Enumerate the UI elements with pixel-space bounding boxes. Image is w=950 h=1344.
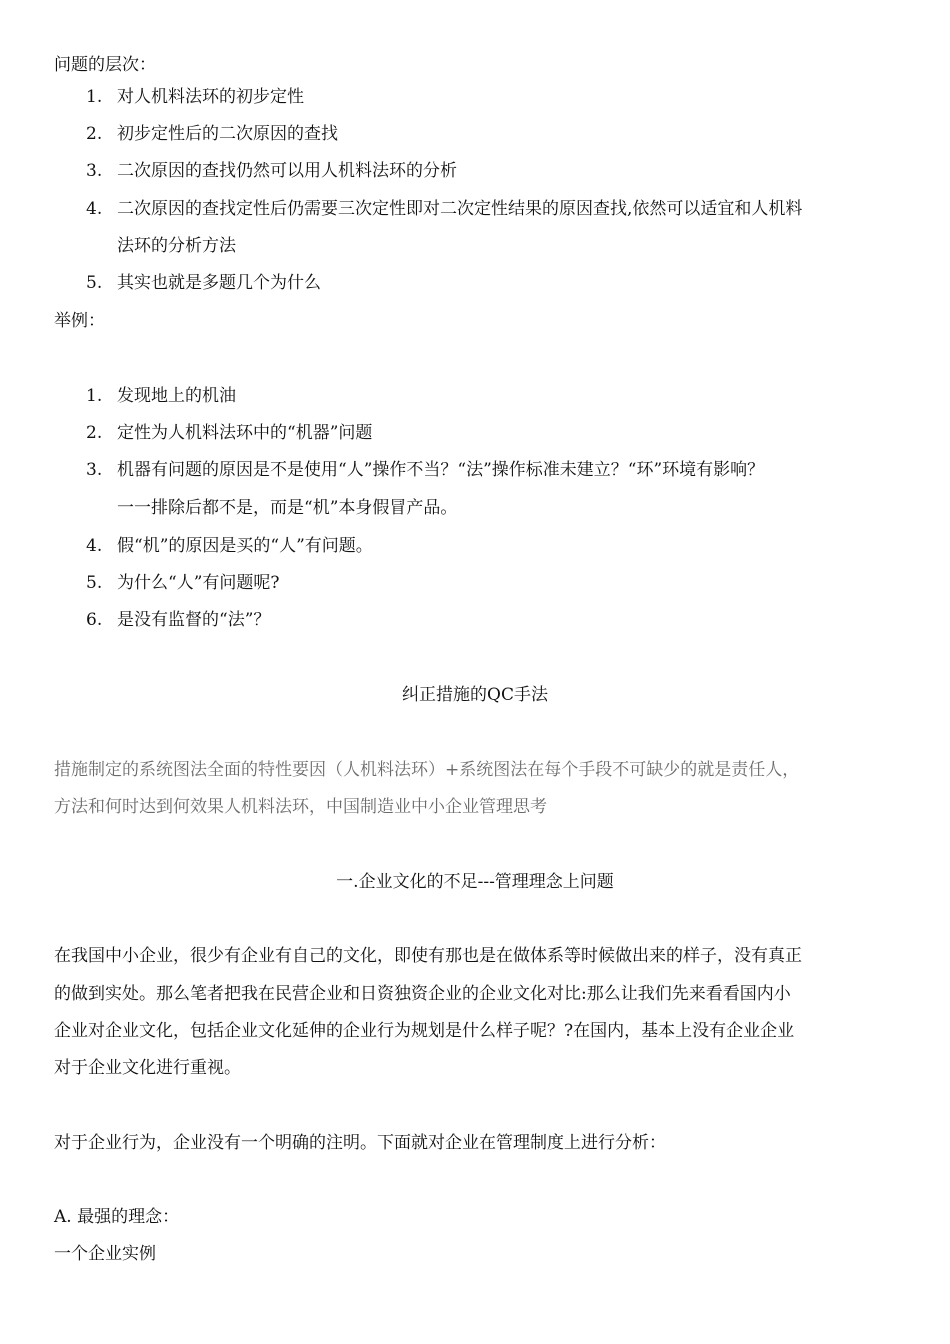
list-item: 4. 假“机”的原因是买的“人”有问题。 bbox=[86, 536, 373, 556]
paragraph-line: 在我国中小企业，很少有企业有自己的文化，即使有那也是在做体系等时候做出来的样子，没有真正 bbox=[54, 946, 802, 966]
paragraph-line: 企业对企业文化，包括企业文化延伸的企业行为规划是什么样子呢？?在国内，基本上没有企业企业 bbox=[54, 1021, 795, 1041]
list-item: 3. 机器有问题的原因是不是使用“人”操作不当？“法”操作标准未建立？“环”环境有影响？ bbox=[86, 460, 765, 480]
list-item: 6. 是没有监督的“法”？ bbox=[86, 610, 271, 630]
paragraph: 对于企业行为，企业没有一个明确的注明。下面就对企业在管理制度上进行分析： bbox=[54, 1133, 666, 1153]
section-heading-examples: 举例： bbox=[54, 311, 105, 331]
paragraph-line: 措施制定的系统图法全面的特性要因（人机料法环）+系统图法在每个手段不可缺少的就是责任人， bbox=[54, 760, 800, 780]
list-item: 2. 初步定性后的二次原因的查找 bbox=[86, 124, 338, 144]
section-title-qc: 纠正措施的QC手法 bbox=[402, 685, 548, 705]
list-item: 5. 其实也就是多题几个为什么 bbox=[86, 273, 321, 293]
list-item: 2. 定性为人机料法环中的“机器”问题 bbox=[86, 423, 373, 443]
point-a: A. 最强的理念： bbox=[54, 1207, 180, 1227]
list-item: 5. 为什么“人”有问题呢? bbox=[86, 573, 280, 593]
list-item: 3. 二次原因的查找仍然可以用人机料法环的分析 bbox=[86, 161, 457, 181]
list-item: 1. 发现地上的机油 bbox=[86, 386, 236, 406]
paragraph-line: 方法和何时达到何效果人机料法环，中国制造业中小企业管理思考 bbox=[54, 797, 547, 817]
list-item: 4. 二次原因的查找定性后仍需要三次定性即对二次定性结果的原因查找,依然可以适宜和人机料 bbox=[86, 199, 803, 219]
list-item: 1. 对人机料法环的初步定性 bbox=[86, 87, 304, 107]
paragraph-line: 的做到实处。那么笔者把我在民营企业和日资独资企业的企业文化对比:那么让我们先来看看国内小 bbox=[54, 984, 791, 1004]
list-item-continuation: 一一排除后都不是，而是“机”本身假冒产品。 bbox=[117, 498, 458, 518]
example-heading: 一个企业实例 bbox=[54, 1244, 156, 1264]
section-heading-levels: 问题的层次： bbox=[54, 55, 156, 75]
paragraph-line: 对于企业文化进行重视。 bbox=[54, 1058, 241, 1078]
section-title-culture: 一.企业文化的不足---管理理念上问题 bbox=[336, 872, 614, 892]
list-item-continuation: 法环的分析方法 bbox=[117, 236, 236, 256]
